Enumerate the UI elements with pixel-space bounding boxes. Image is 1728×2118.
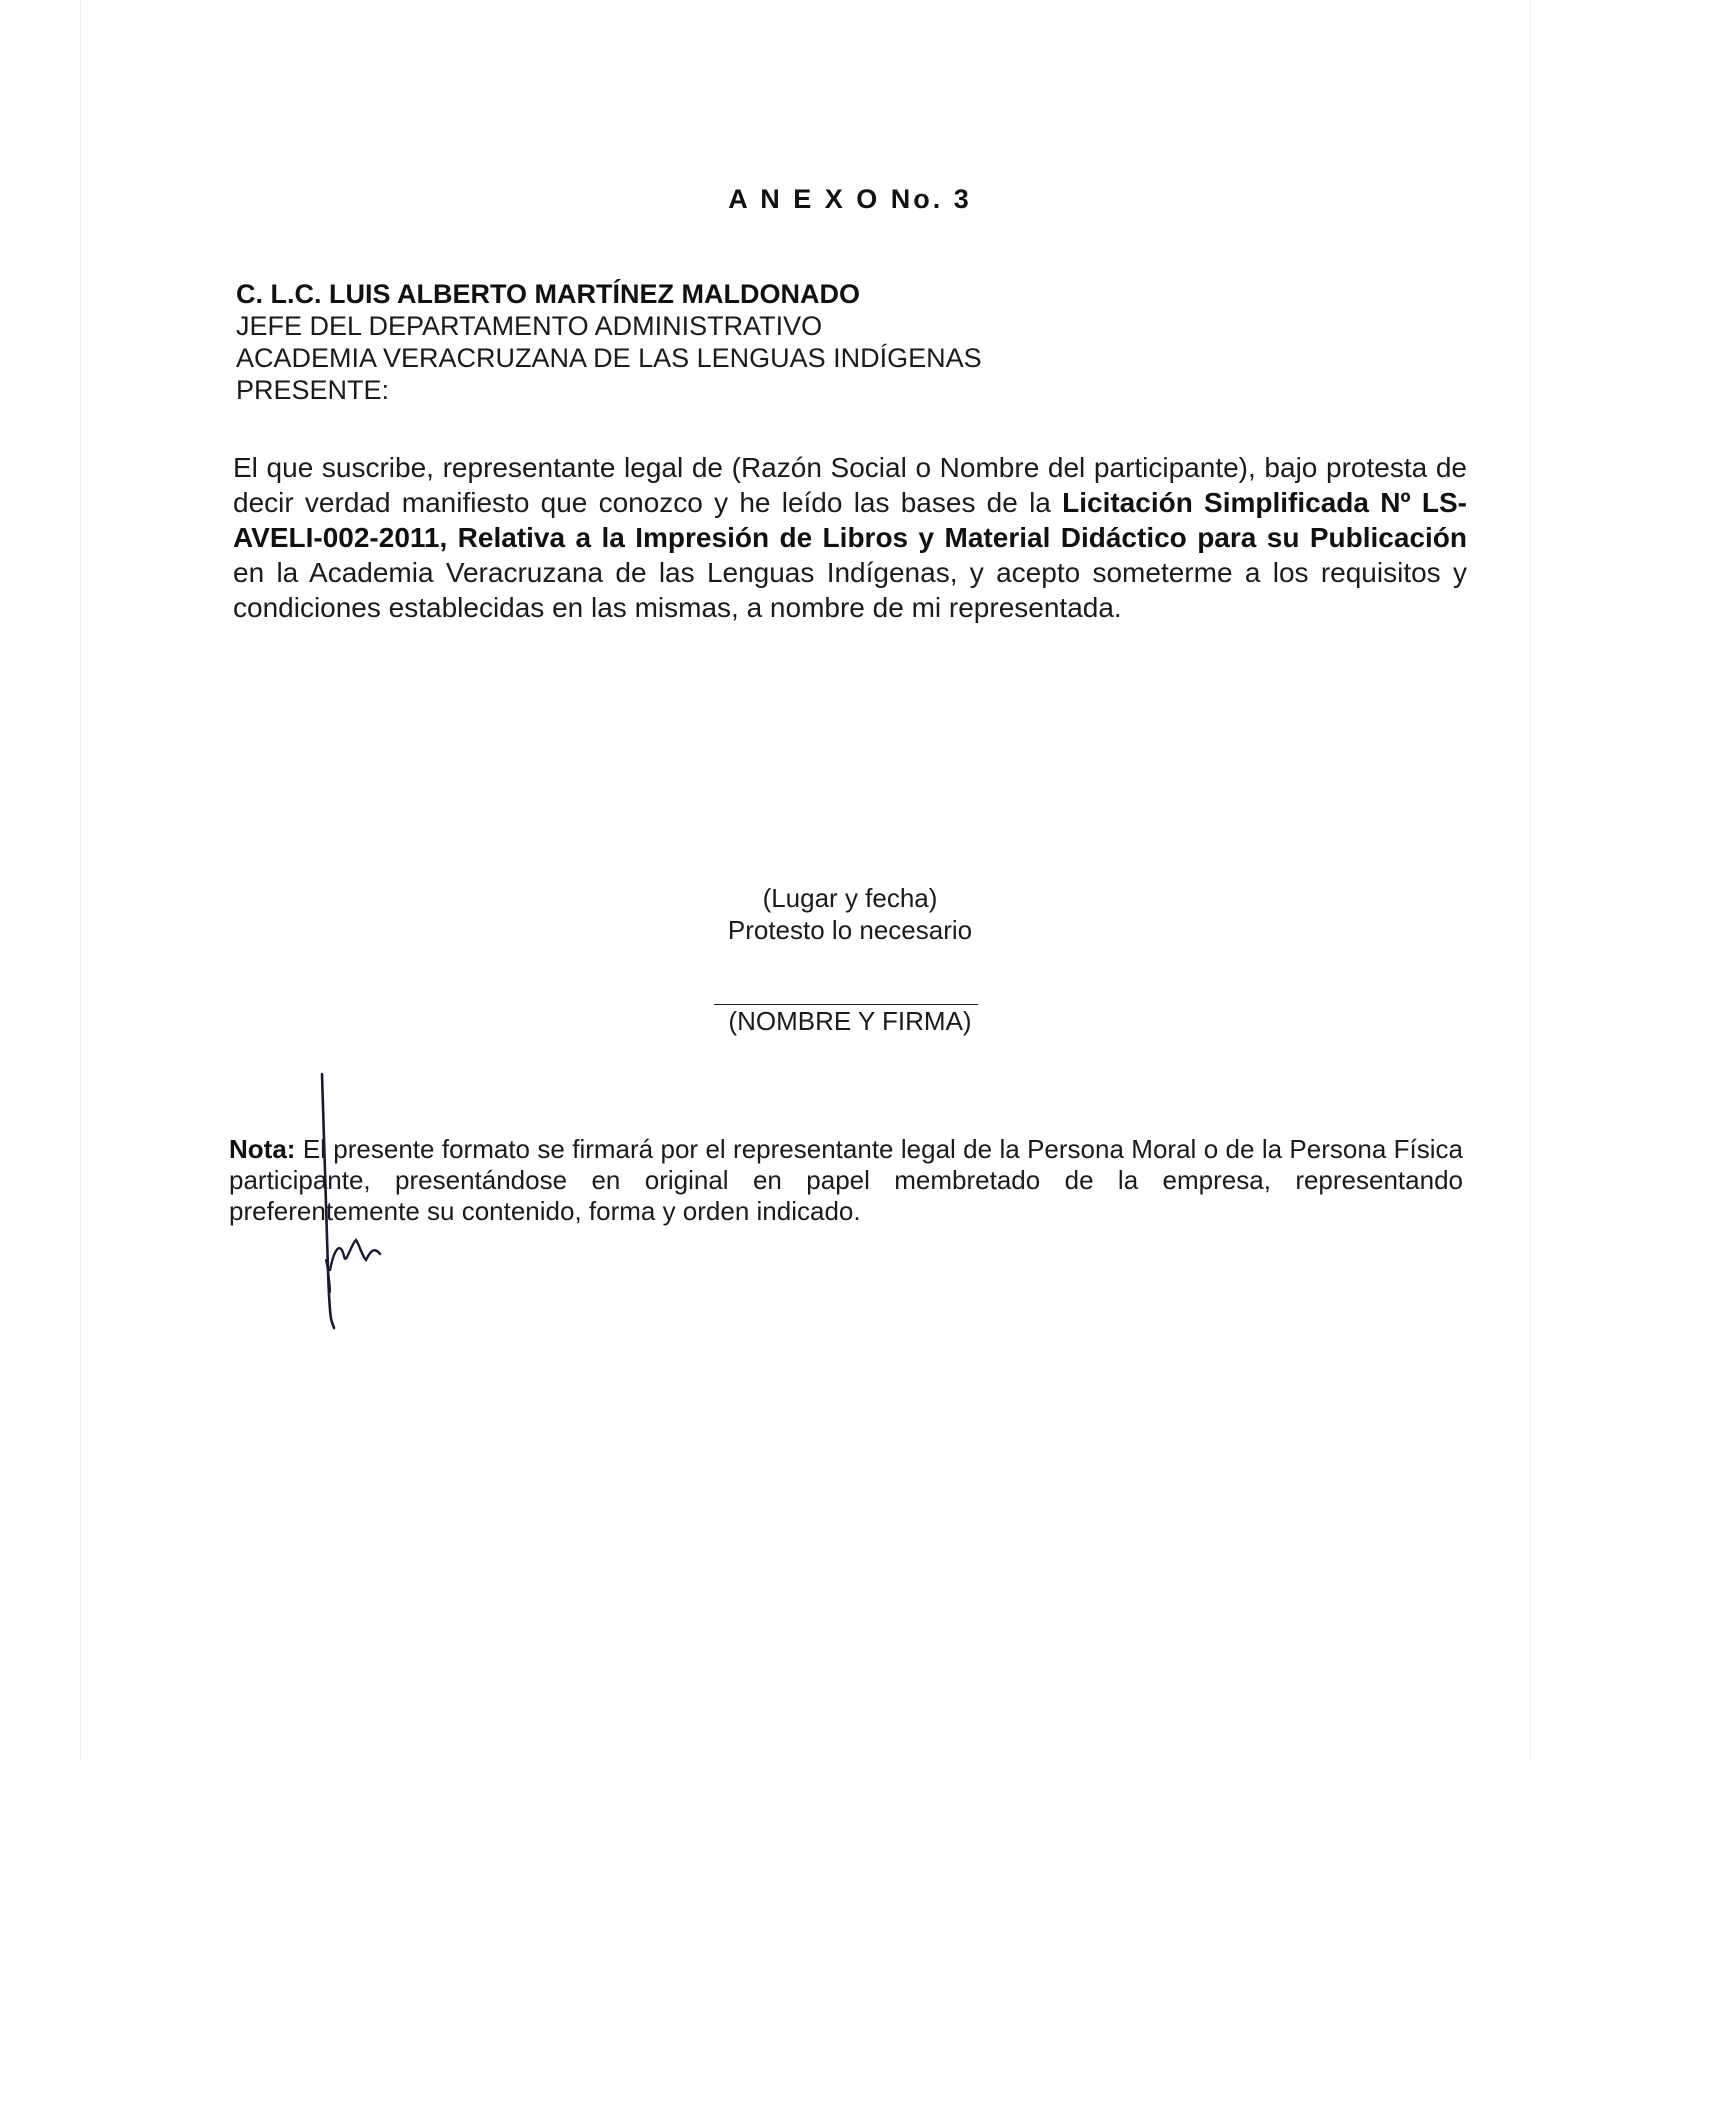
scan-edge-left (80, 0, 81, 1760)
scan-edge-right (1530, 0, 1531, 1760)
body-text-part2: en la Academia Veracruzana de las Lenguas Indígenas, y acepto someterme a los requisitos y condiciones establecidas en las mismas, a nombre de mi representada. (233, 557, 1467, 623)
document-title: A N E X O No. 3 (728, 184, 972, 214)
note-paragraph (229, 1134, 1463, 1227)
body-text-part1: El que suscribe, representante legal de (Razón Social o Nombre del participante), bajo protesta de decir verdad manifiesto que conozco y he leído las bases de la (233, 452, 1467, 518)
addressee-position: JEFE DEL DEPARTAMENTO ADMINISTRATIVO (236, 311, 823, 341)
addressee-name: C. L.C. LUIS ALBERTO MARTÍNEZ MALDONADO (236, 279, 860, 309)
note-text: El presente formato se firmará por el representante legal de la Persona Moral o de la Persona Física participante, presentándose en original en papel membretado de la empresa, representando preferentemente su contenido, forma y orden indicado. (229, 1134, 1463, 1226)
addressee-block (236, 278, 982, 406)
addressee-institution: ACADEMIA VERACRUZANA DE LAS LENGUAS INDÍGENAS (236, 343, 982, 373)
protest-text: Protesto lo necesario (727, 915, 973, 945)
signature-label: (NOMBRE Y FIRMA) (728, 1006, 972, 1036)
body-paragraph (233, 450, 1467, 625)
body-text-bold: Licitación Simplificada Nº LS-AVELI-002-2011, Relativa a la Impresión de Libros y Material Didáctico para su Publicación (233, 487, 1468, 553)
place-date-text: (Lugar y fecha) (762, 883, 938, 913)
note-label: Nota: (229, 1134, 296, 1164)
signature-line (714, 1004, 978, 1005)
place-date-block (0, 882, 1700, 946)
addressee-salutation: PRESENTE: (236, 375, 390, 405)
